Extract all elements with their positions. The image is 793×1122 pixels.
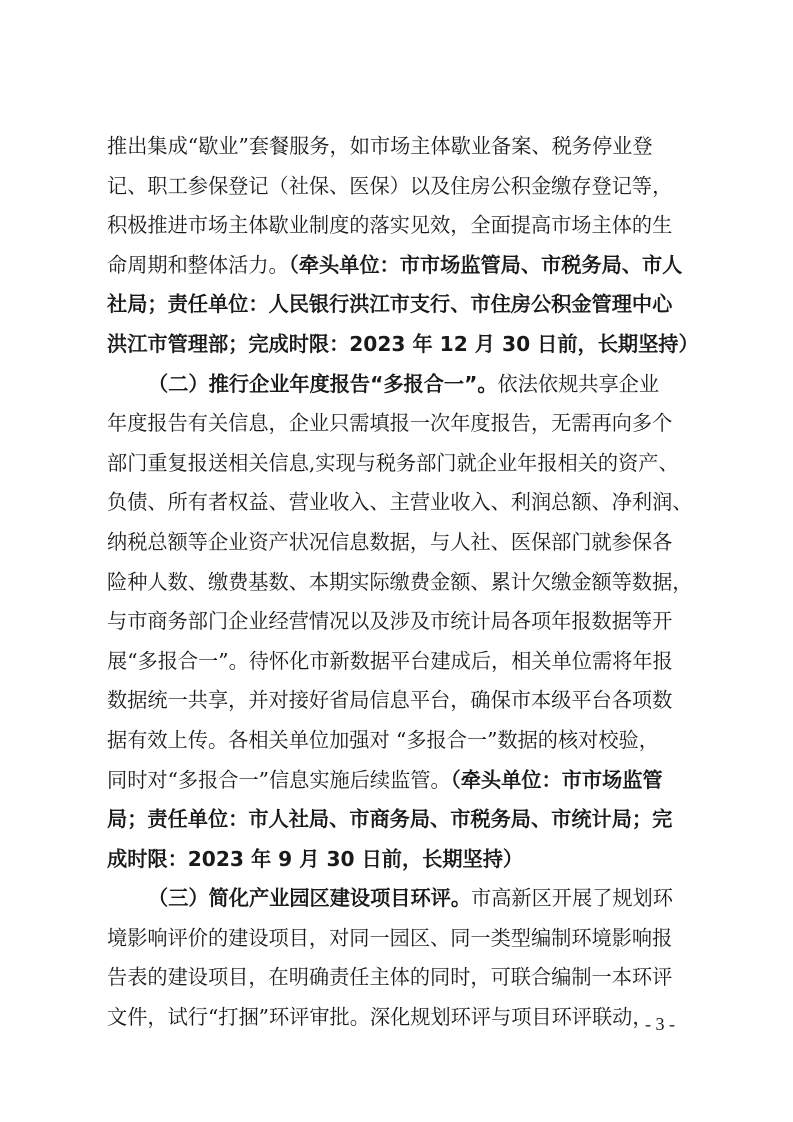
text-line: [107, 879, 697, 919]
text-line: 告表的建设项目，在明确责任主体的同时，可联合编制一本环评: [107, 965, 673, 990]
page-number: - 3 -: [645, 1014, 675, 1034]
text-line: 展“多报合一”。待怀化市新数据平台建成后，相关单位需将年报: [107, 648, 673, 673]
text-line: 社局；责任单位：人民银行洪江市支行、市住房公积金管理中心: [107, 292, 673, 317]
responsibility-note: （牵头单位：市市场监管局、市税务局、市人: [288, 252, 683, 277]
text-line: 年度报告有关信息，企业只需填报一次年度报告，无需再向多个: [107, 411, 673, 436]
text-span: 市高新区开展了规划环: [471, 886, 673, 911]
text-line: 局；责任单位：市人社局、市商务局、市税务局、市统计局；完: [107, 807, 673, 832]
text-line: 洪江市管理部；完成时限：2023 年 12 月 30 日前，长期坚持）: [107, 331, 699, 356]
text-line: [107, 365, 697, 405]
section-heading: （三）简化产业园区建设项目环评。: [148, 886, 472, 911]
section-heading: （二）推行企业年度报告“多报合一”。: [148, 371, 498, 396]
document-body: [107, 127, 697, 1038]
text-line: [107, 761, 697, 801]
text-line: 负债、所有者权益、营业收入、主营业收入、利润总额、净利润、: [107, 490, 693, 515]
text-line: 纳税总额等企业资产状况信息数据，与人社、医保部门就参保各: [107, 529, 673, 554]
text-line: 记、职工参保登记（社保、医保）以及住房公积金缴存登记等，: [107, 173, 673, 198]
paragraph-1: [107, 127, 697, 365]
text-line: 部门重复报送相关信息,实现与税务部门就企业年报相关的资产、: [107, 450, 679, 475]
text-span: 同时对“多报合一”信息实施后续监管。: [107, 767, 451, 792]
text-line: 积极推进市场主体歇业制度的落实见效，全面提高市场主体的生: [107, 213, 673, 238]
text-line: 境影响评价的建设项目，对同一园区、同一类型编制环境影响报: [107, 925, 673, 950]
text-line: 数据统一共享，并对接好省局信息平台，确保市本级平台各项数: [107, 688, 673, 713]
text-line: 成时限：2023 年 9 月 30 日前，长期坚持）: [107, 846, 524, 871]
text-line: 推出集成“歇业”套餐服务，如市场主体歇业备案、税务停业登: [107, 134, 653, 158]
text-span: 依法依规共享企业: [497, 371, 660, 396]
text-line: 据有效上传。各相关单位加强对 “多报合一”数据的核对校验，: [107, 727, 659, 752]
responsibility-note: （牵头单位：市市场监管: [450, 767, 663, 792]
text-line: [107, 246, 697, 286]
paragraph-2: [107, 365, 697, 880]
paragraph-3: [107, 879, 697, 1037]
text-line: 文件，试行“打捆”环评审批。深化规划环评与项目环评联动，: [107, 1005, 653, 1030]
text-span: 命周期和整体活力。: [107, 252, 289, 277]
text-line: 险种人数、缴费基数、本期实际缴费金额、累计欠缴金额等数据，: [107, 569, 693, 594]
text-line: 与市商务部门企业经营情况以及涉及市统计局各项年报数据等开: [107, 609, 673, 634]
